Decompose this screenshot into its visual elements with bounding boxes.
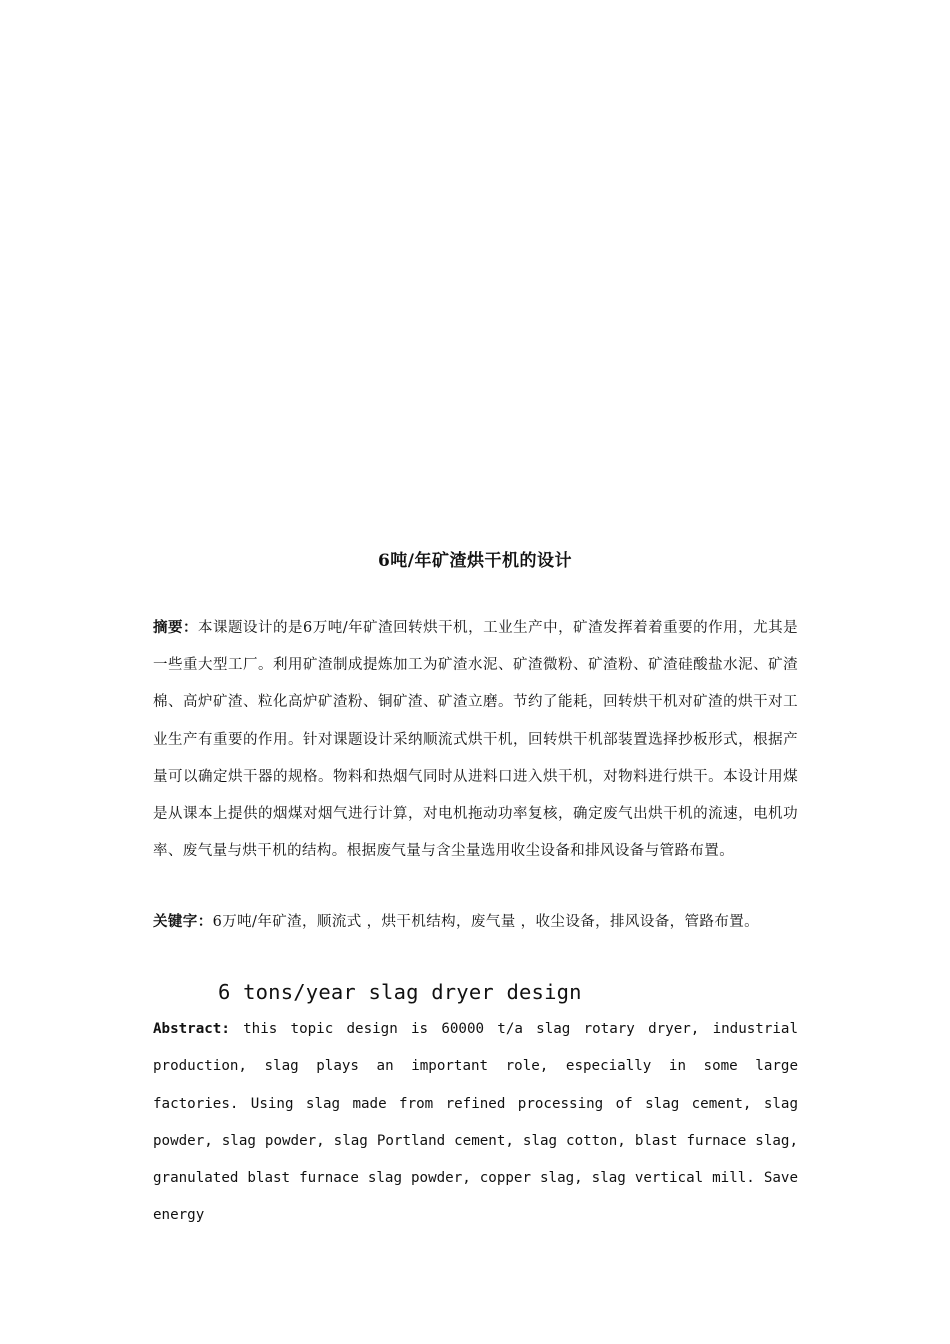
english-title: 6 tons/year slag dryer design <box>218 980 582 1004</box>
chinese-keywords <box>153 903 798 941</box>
chinese-abstract <box>153 609 798 870</box>
english-abstract-label: Abstract: <box>153 1021 230 1037</box>
chinese-keywords-text: 6万吨/年矿渣，顺流式 ，烘干机结构，废气量 ，收尘设备，排风设备，管路布置。 <box>212 914 760 930</box>
chinese-abstract-text: 本课题设计的是6万吨/年矿渣回转烘干机，工业生产中，矿渣发挥着着重要的作用，尤其是一些重大型工厂。利用矿渣制成提炼加工为矿渣水泥、矿渣微粉、矿渣粉、矿渣硅酸盐水泥、矿渣棉、高炉矿渣、粒化高炉矿渣粉、铜矿渣、矿渣立磨。节约了能耗，回转烘干机对矿渣的烘干对工业生产有重要的作用。针对课题设计采纳顺流式烘干机，回转烘干机部装置选择抄板形式，根据产量可以确定烘干器的规格。物料和热烟气同时从进料口进入烘干机，对物料进行烘干。本设计用煤是从课本上提供的烟煤对烟气进行计算，对电机拖动功率复核，确定废气出烘干机的流速，电机功率、废气量与烘干机的结构。根据废气量与含尘量选用收尘设备和排风设备与管路布置。 <box>153 620 798 860</box>
english-abstract <box>153 1011 798 1235</box>
chinese-abstract-label: 摘要： <box>153 619 198 636</box>
chinese-keywords-label: 关键字： <box>153 913 213 930</box>
english-abstract-text: this topic design is 60000 t/a slag rotary dryer, industrial production, slag plays an important role, especially in some large factories. Using slag made from refined processing of slag cement, slag powder, slag powder, slag Portland cement, slag cotton, blast furnace slag, granulated blast furnace slag powder, copper slag, slag vertical mill. Save energy <box>153 1021 798 1224</box>
chinese-title: 6吨/年矿渣烘干机的设计 <box>377 551 573 571</box>
